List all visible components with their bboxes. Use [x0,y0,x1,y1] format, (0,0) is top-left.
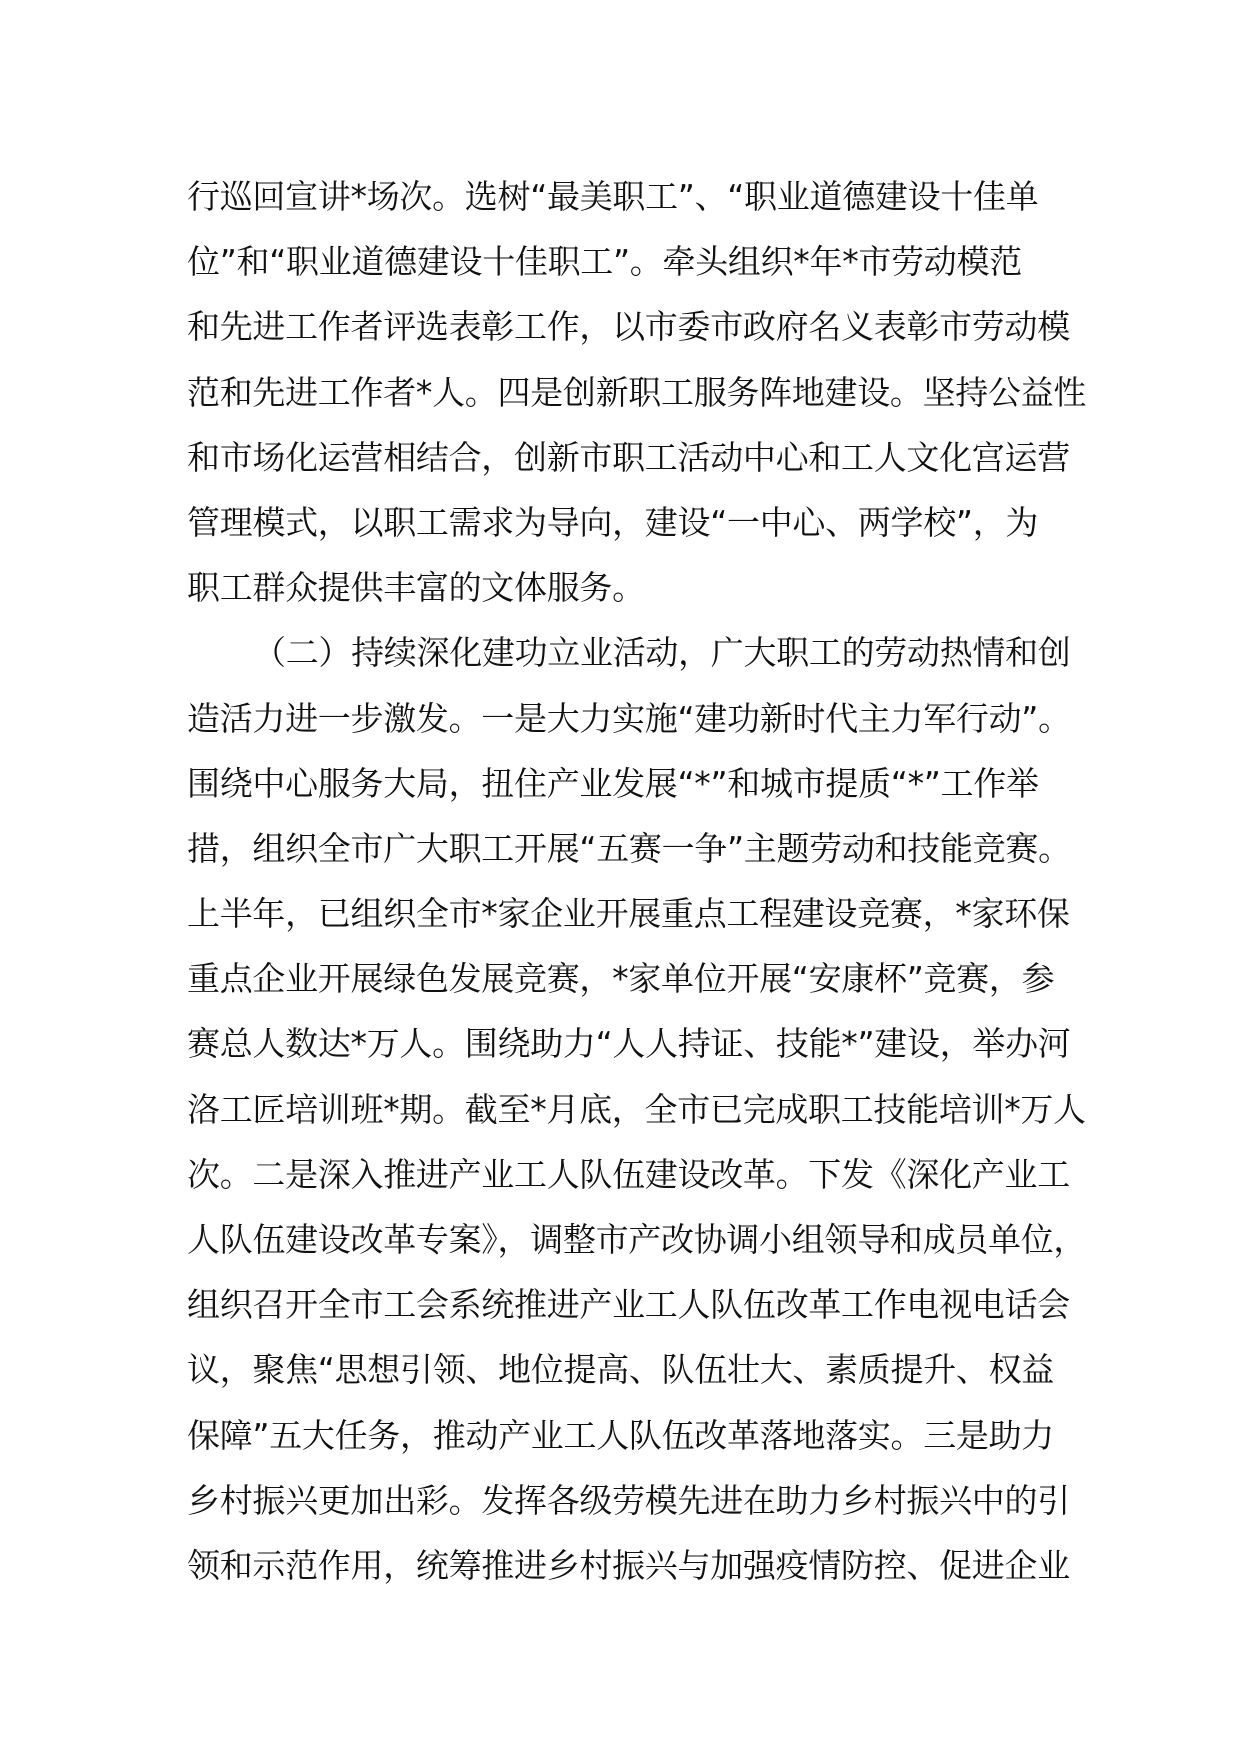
text-line: 洛工匠培训班*期。截至*月底，全市已完成职工技能培训*万人 [187,1089,1086,1129]
text-line: 赛总人数达*万人。围绕助力“人人持证、技能*”建设，举办河 [187,1024,1071,1064]
text-line: 造活力进一步激发。一是大力实施“建功新时代主力军行动”。 [187,698,1071,738]
text-line: 保障”五大任务，推动产业工人队伍改革落地落实。三是助力 [187,1415,1054,1455]
text-line: 上半年，已组织全市*家企业开展重点工程建设竞赛，*家环保 [187,894,1070,934]
text-line: 位”和“职业道德建设十佳职工”。牵头组织*年*市劳动模范 [187,242,1022,282]
text-line: 行巡回宣讲*场次。选树“最美职工”、“职业道德建设十佳单 [187,177,1039,216]
text-line: 围绕中心服务大局，扭住产业发展“*”和城市提质“*”工作举 [187,763,1039,803]
text-line: 乡村振兴更加出彩。发挥各级劳模先进在助力乡村振兴中的引 [187,1480,1070,1520]
text-line: 和先进工作者评选表彰工作，以市委市政府名义表彰市劳动模 [187,307,1070,347]
text-line: 措，组织全市广大职工开展“五赛一争”主题劳动和技能竞赛。 [187,828,1071,868]
text-line: 范和先进工作者*人。四是创新职工服务阵地建设。坚持公益性 [187,372,1087,412]
text-line: 管理模式，以职工需求为导向，建设“一中心、两学校”，为 [187,502,1039,542]
text-line: 和市场化运营相结合，创新市职工活动中心和工人文化宫运营 [187,437,1070,477]
text-line: 次。二是深入推进产业工人队伍建设改革。下发《深化产业工 [187,1154,1070,1194]
text-line: 重点企业开展绿色发展竞赛，*家单位开展“安康杯”竞赛，参 [187,959,1055,999]
text-line: 职工群众提供丰富的文体服务。 [187,568,645,608]
text-line: 议，聚焦“思想引领、地位提高、队伍壮大、素质提升、权益 [187,1350,1054,1390]
body-text [187,164,1087,1598]
text-line: 组织召开全市工会系统推进产业工人队伍改革工作电视电话会 [187,1285,1070,1325]
section-heading-line: （二）持续深化建功立业活动，广大职工的劳动热情和创 [253,633,1071,673]
text-line: 领和示范作用，统筹推进乡村振兴与加强疫情防控、促进企业 [187,1545,1070,1585]
text-line: 人队伍建设改革专案》，调整市产改协调小组领导和成员单位， [187,1220,1087,1259]
